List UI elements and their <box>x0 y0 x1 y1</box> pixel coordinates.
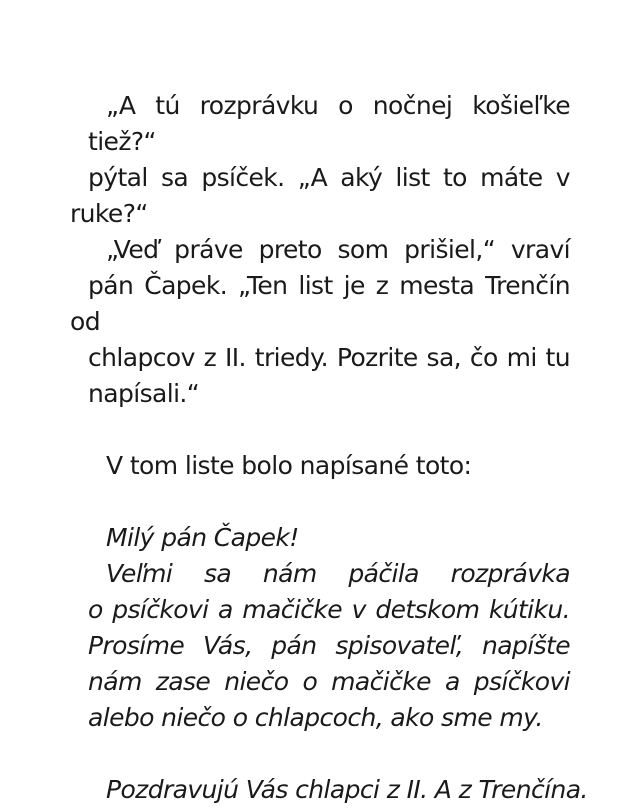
letter-salutation: Milý pán Čapek! <box>106 523 299 552</box>
text-line: chlapcov z II. triedy. Pozrite sa, čo mi tu <box>88 343 570 372</box>
spacer <box>70 484 570 520</box>
letter <box>70 520 588 808</box>
text-line: „A tú rozprávku o nočnej košieľke tiež?“ <box>88 91 570 156</box>
text-line: pýtal sa psíček. „A aký list to máte v ruke?“ <box>70 163 570 228</box>
spacer <box>70 412 570 448</box>
text-line: V tom liste bolo napísané toto: <box>106 451 472 480</box>
paragraph-dialogue-2 <box>70 232 570 412</box>
book-page <box>70 88 588 808</box>
letter-closing: Pozdravujú Vás chlapci z II. A z Trenčína. <box>106 775 588 804</box>
paragraph-dialogue-1 <box>70 88 570 232</box>
text-line: napísali.“ <box>88 379 200 408</box>
letter-line: alebo niečo o chlapcoch, ako sme my. <box>88 703 543 732</box>
letter-line: nám zase niečo o mačičke a psíčkovi <box>88 667 570 696</box>
spacer <box>70 736 570 772</box>
paragraph-intro <box>70 448 570 484</box>
text-line: „Veď práve preto som prišiel,“ vraví <box>106 235 570 264</box>
letter-line: Veľmi sa nám páčila rozprávka <box>106 559 570 588</box>
letter-line: Prosíme Vás, pán spisovateľ, napíšte <box>88 631 570 660</box>
letter-line: o psíčkovi a mačičke v detskom kútiku. <box>88 595 570 624</box>
text-line: pán Čapek. „Ten list je z mesta Trenčín od <box>70 271 570 336</box>
